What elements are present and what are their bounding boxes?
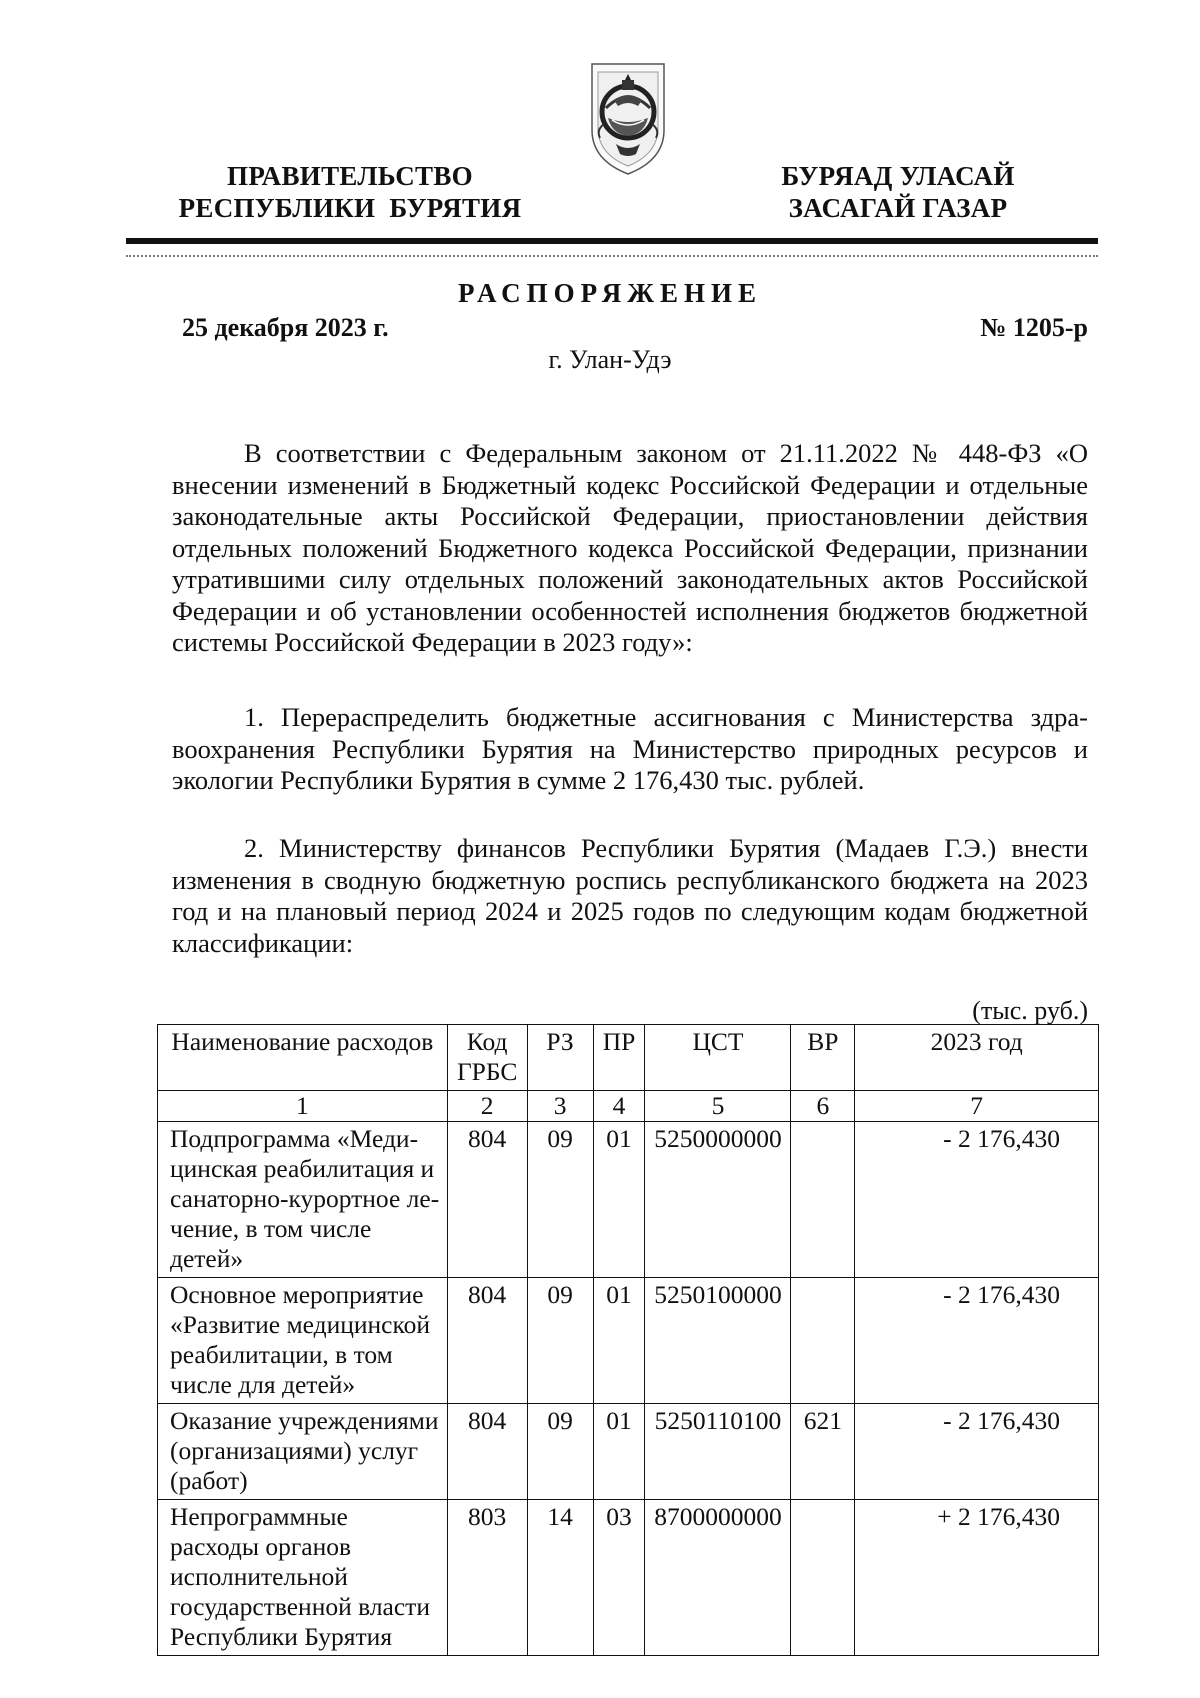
document-number: № 1205-р [980, 313, 1088, 342]
amount-cell: - 2 176,430 [855, 1404, 1099, 1500]
amount-cell: - 2 176,430 [855, 1278, 1099, 1404]
index-cell: 2 [447, 1091, 527, 1122]
cst-cell: 5250110100 [645, 1404, 791, 1500]
table-index-row [158, 1091, 1099, 1122]
vr-cell: 621 [791, 1404, 855, 1500]
document-title: РАСПОРЯЖЕНИЕ [457, 278, 763, 308]
table-unit-label: (тыс. руб.) [972, 996, 1088, 1025]
coat-of-arms-icon [586, 60, 670, 178]
vr-cell [791, 1122, 855, 1278]
vr-cell [791, 1278, 855, 1404]
expense-name-cell: Основное мероприятие «Развитие медицинской реабилитации, в том числе для детей» [158, 1278, 448, 1404]
cst-cell: 5250100000 [645, 1278, 791, 1404]
org-name-buryat-line2: ЗАСАГАЙ ГАЗАР [788, 193, 1008, 223]
amount-cell: - 2 176,430 [855, 1122, 1099, 1278]
org-name-buryat-line1: БУРЯАД УЛАСАЙ [781, 161, 1015, 191]
document-city: г. Улан-Удэ [548, 345, 672, 374]
index-cell: 5 [645, 1091, 791, 1122]
index-cell: 1 [158, 1091, 448, 1122]
pr-cell: 01 [593, 1404, 645, 1500]
pr-cell: 01 [593, 1278, 645, 1404]
amount-cell: + 2 176,430 [855, 1500, 1099, 1656]
table-row [158, 1500, 1099, 1656]
grbs-code-cell: 803 [447, 1500, 527, 1656]
expense-name-cell: Оказание учреждениями (организациями) услуг (работ) [158, 1404, 448, 1500]
clause-2-paragraph: 2. Министерству финансов Республики Бурятия (Мадаев Г.Э.) внести изменения в сводную бюджетную роспись республиканского бюджета на 2023 год и на плановый период 2024 и 2025 годов по следующим кодам бюджетной классификации: [172, 833, 1088, 958]
org-name-buryat [738, 160, 1058, 224]
header-cell: ЦСТ [645, 1025, 791, 1091]
header-divider-thick [126, 238, 1098, 244]
table-row [158, 1122, 1099, 1278]
pr-cell: 03 [593, 1500, 645, 1656]
index-cell: 6 [791, 1091, 855, 1122]
clause-1-paragraph: 1. Перераспределить бюджетные ассигнования с Министерства здравоохранения Республики Бурятия на Министерство природных ресурсов и экологии Республики Бурятия в сумме 2 176,430 тыс. рублей. [172, 702, 1088, 795]
table-row [158, 1278, 1099, 1404]
org-name-russian-line2: РЕСПУБЛИКИ БУРЯТИЯ [178, 193, 522, 223]
grbs-code-cell: 804 [447, 1404, 527, 1500]
header-cell: ПР [593, 1025, 645, 1091]
header-cell: Наименование расходов [158, 1025, 448, 1091]
header-cell: 2023 год [855, 1025, 1099, 1091]
document-date: 25 декабря 2023 г. [182, 313, 389, 342]
expense-name-cell: Непрограммные расходы органов исполнительной государственной власти Республики Бурятия [158, 1500, 448, 1656]
header-cell: Код ГРБС [447, 1025, 527, 1091]
rz-cell: 09 [527, 1278, 593, 1404]
table-header-row [158, 1025, 1099, 1091]
rz-cell: 09 [527, 1404, 593, 1500]
index-cell: 3 [527, 1091, 593, 1122]
org-name-russian-line1: ПРАВИТЕЛЬСТВО [227, 161, 473, 191]
header-cell: ВР [791, 1025, 855, 1091]
rz-cell: 14 [527, 1500, 593, 1656]
grbs-code-cell: 804 [447, 1278, 527, 1404]
vr-cell [791, 1500, 855, 1656]
pr-cell: 01 [593, 1122, 645, 1278]
preamble-paragraph: В соответствии с Федеральным законом от 21.11.2022 № 448-ФЗ «О внесении изменений в Бюджетный кодекс Российской Федерации и отдельные законодательные акты Российской Федерации, приостановлении действия отдельных положений Бюджетного кодекса Российской Федерации, признании утратившими силу отдельных положений законодательных актов Российской Федерации и об установлении особенностей исполнения бюджетов бюджетной системы Российской Федерации в 2023 году»: [172, 438, 1088, 657]
cst-cell: 8700000000 [645, 1500, 791, 1656]
header-divider-thin [126, 255, 1098, 257]
cst-cell: 5250000000 [645, 1122, 791, 1278]
index-cell: 4 [593, 1091, 645, 1122]
index-cell: 7 [855, 1091, 1099, 1122]
expense-name-cell: Подпрограмма «Медицинская реабилитация и санаторно-курортное лечение, в том числе детей» [158, 1122, 448, 1278]
budget-table [157, 1024, 1099, 1656]
table-row [158, 1404, 1099, 1500]
org-name-russian [160, 160, 540, 224]
grbs-code-cell: 804 [447, 1122, 527, 1278]
header-cell: РЗ [527, 1025, 593, 1091]
rz-cell: 09 [527, 1122, 593, 1278]
